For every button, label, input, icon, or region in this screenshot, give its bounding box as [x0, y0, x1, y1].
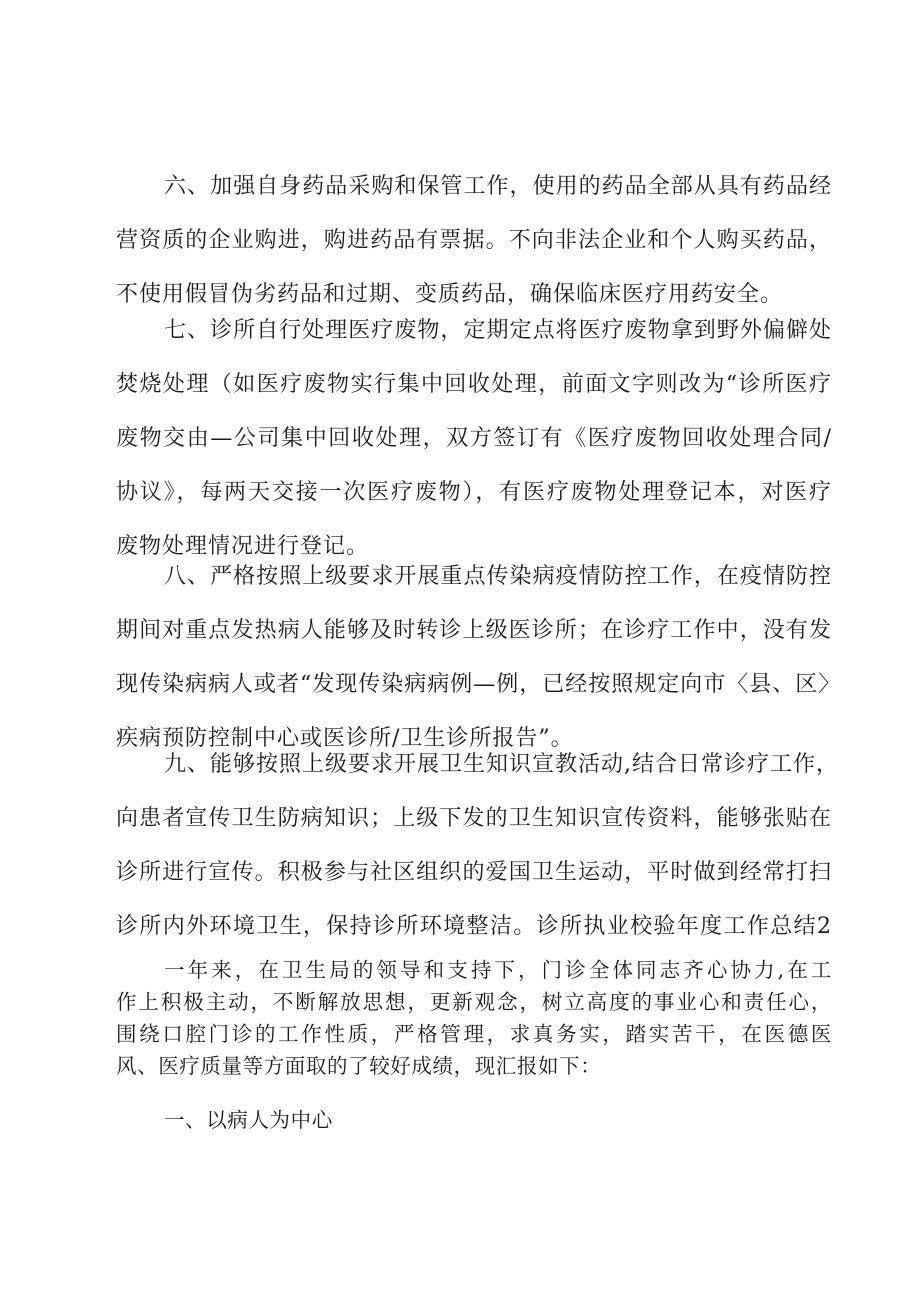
paragraph-summary-intro	[116, 954, 832, 1082]
paragraph-section-8	[116, 550, 842, 766]
paragraph-section-7	[116, 304, 832, 574]
text-line: 废物交由—公司集中回收处理，双方签订有《医疗废物回收处理合同/	[116, 426, 832, 451]
text-line: 期间对重点发热病人能够及时转诊上级医诊所；在诊疗工作中，没有发	[116, 618, 832, 643]
text-line: 向患者宣传卫生防病知识；上级下发的卫生知识宣传资料，能够张贴在	[116, 806, 832, 831]
paragraph-section-6	[116, 160, 832, 322]
text-line: 诊所内外环境卫生，保持诊所环境整洁。诊所执业校验年度工作总结2	[116, 914, 832, 939]
text-line: 诊所进行宣传。积极参与社区组织的爱国卫生运动，平时做到经常打扫	[116, 860, 832, 885]
text-line: 焚烧处理（如医疗废物实行集中回收处理，前面文字则改为“诊所医疗	[116, 372, 832, 397]
text-line: 一年来，在卫生局的领导和支持下，门诊全体同志齐心协力,在工	[164, 958, 832, 982]
section-heading	[116, 1104, 832, 1136]
paragraph-section-9	[116, 738, 839, 954]
text-line: 八、严格按照上级要求开展重点传染病疫情防控工作，在疫情防控	[164, 564, 832, 589]
text-line: 七、诊所自行处理医疗废物，定期定点将医疗废物拿到野外偏僻处	[164, 318, 832, 343]
text-line: 围绕口腔门诊的工作性质，严格管理，求真务实，踏实苦干，在医德医	[116, 1022, 832, 1046]
text-line: 六、加强自身药品采购和保管工作，使用的药品全部从具有药品经	[164, 174, 832, 199]
text-line: 废物处理情况进行登记。	[116, 534, 370, 559]
text-line: 作上积极主动，不断解放思想，更新观念，树立高度的事业心和责任心，	[116, 990, 832, 1014]
text-line: 九、能够按照上级要求开展卫生知识宣教活动,结合日常诊疗工作，	[164, 752, 839, 777]
text-line: 现传染病病人或者“发现传染病病例—例，已经按照规定向市〈县、区〉	[116, 672, 842, 697]
text-line: 不使用假冒伪劣药品和过期、变质药品，确保临床医疗用药安全。	[116, 282, 784, 307]
text-line: 疾病预防控制中心或医诊所/卫生诊所报告”。	[116, 726, 574, 751]
text-line: 营资质的企业购进，购进药品有票据。不向非法企业和个人购买药品，	[116, 228, 832, 253]
text-line: 协议》，每两天交接一次医疗废物），有医疗废物处理登记本，对医疗	[116, 480, 832, 505]
text-line: 风、医疗质量等方面取的了较好成绩，现汇报如下：	[116, 1054, 602, 1078]
text-line: 一、以病人为中心	[164, 1108, 333, 1132]
